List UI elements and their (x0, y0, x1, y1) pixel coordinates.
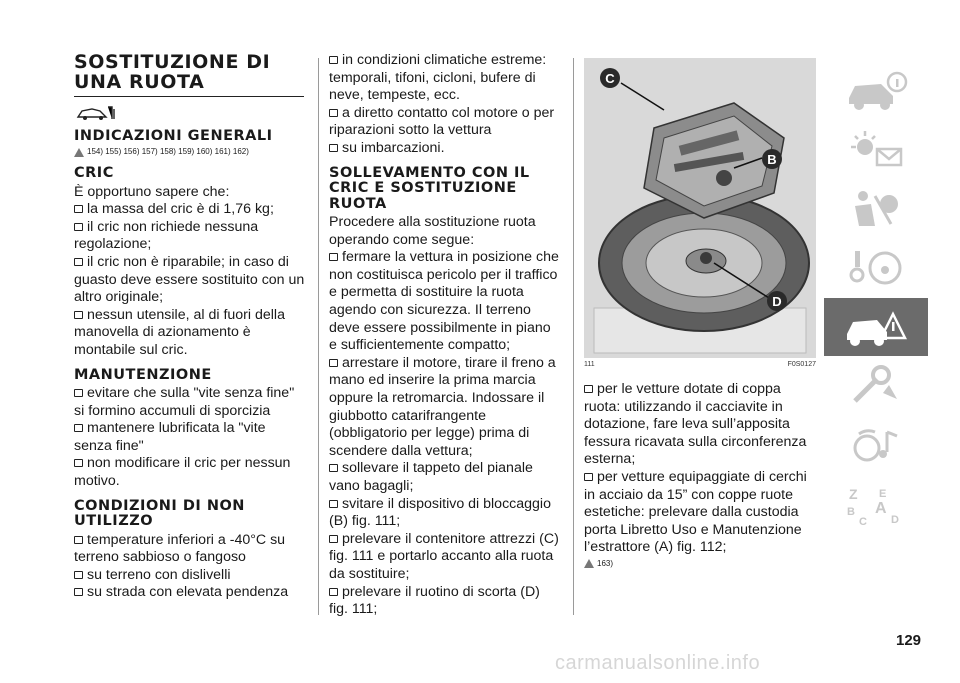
page-number: 129 (896, 632, 922, 649)
checkbox-bullet-icon (74, 205, 83, 213)
tab-multimedia[interactable] (824, 416, 928, 474)
checkbox-bullet-icon (74, 258, 83, 266)
list-item: mantenere lubrificata la "vite senza fine" (74, 420, 266, 454)
column-divider (573, 58, 574, 615)
car-info-icon (841, 68, 911, 114)
lights-messages-icon (841, 127, 911, 173)
checkbox-bullet-icon (584, 473, 593, 481)
multimedia-icon (841, 422, 911, 468)
heading-manutenzione: MANUTENZIONE (74, 366, 212, 383)
tab-maintenance[interactable] (824, 357, 928, 415)
heading-general: INDICAZIONI GENERALI (74, 127, 273, 144)
list-item: il cric non è riparabile; in caso di guasto deve essere sostituito con un altro originale; (74, 253, 305, 306)
figure-number: 111 (584, 361, 595, 368)
tab-lights-messages[interactable] (824, 121, 928, 179)
list-item: prelevare il contenitore attrezzi (C) fig. 111 e portarlo accanto alla ruota da sostituire; (329, 530, 559, 582)
checkbox-bullet-icon (329, 144, 338, 152)
warning-icon (584, 559, 594, 568)
warning-refs (74, 146, 306, 158)
tab-safety[interactable] (824, 180, 928, 238)
checkbox-bullet-icon (74, 459, 83, 467)
column-middle (329, 52, 561, 619)
list-item: nessun utensile, al di fuori della manovella di azionamento è montabile sul cric. (74, 306, 285, 358)
svg-text:B: B (847, 506, 855, 518)
warning-icon (74, 148, 84, 157)
checkbox-bullet-icon (329, 500, 338, 508)
checkbox-bullet-icon (329, 535, 338, 543)
heading-lift: SOLLEVAMENTO CON IL CRIC E SOSTITUZIONE RUOTA (329, 164, 530, 212)
title-rule (74, 96, 304, 97)
list-item: fermare la vettura in posizione che non costituisca pericolo per il traffico e permetta di sostituire la ruota agendo con sicurezza. Il terreno deve essere possibilmente in piano e sufficientemente compatto; (329, 249, 559, 354)
checkbox-bullet-icon (74, 588, 83, 596)
checkbox-bullet-icon (329, 253, 338, 261)
heading-cric: CRIC (74, 165, 114, 182)
tab-starting-driving[interactable] (824, 239, 928, 297)
checkbox-bullet-icon (329, 359, 338, 367)
checkbox-bullet-icon (74, 223, 83, 231)
checkbox-bullet-icon (74, 311, 83, 319)
key-steering-icon (841, 245, 911, 291)
maintenance-icon (841, 363, 911, 409)
checkbox-bullet-icon (584, 385, 593, 393)
svg-text:E: E (879, 488, 887, 500)
emergency-car-icon (841, 304, 911, 350)
warning-refs-text: 154) 155) 156) 157) 158) 159) 160) 161) 162) (87, 147, 249, 157)
list-item: a diretto contatto col motore o per riparazioni sotto la vettura (329, 104, 555, 139)
checkbox-bullet-icon (74, 424, 83, 432)
checkbox-bullet-icon (74, 389, 83, 397)
list-item: su terreno con dislivelli (74, 567, 306, 585)
checkbox-bullet-icon (74, 571, 83, 579)
checkbox-bullet-icon (329, 109, 338, 117)
column-left (74, 52, 306, 602)
list-item: prelevare il ruotino di scorta (D) fig. 111; (329, 583, 540, 618)
list-item: non modificare il cric per nessun motivo. (74, 455, 291, 489)
tab-car-info[interactable] (824, 62, 928, 120)
column-right (584, 381, 816, 574)
callout-c-label: C (605, 71, 615, 86)
svg-text:C: C (859, 516, 867, 527)
checkbox-bullet-icon (329, 588, 338, 596)
lift-intro: Procedere alla sostituzione ruota operando come segue: (329, 214, 536, 248)
chapter-sidebar (824, 62, 928, 534)
watermark: carmanualsonline.info (555, 652, 761, 674)
checkbox-bullet-icon (74, 536, 83, 544)
spare-wheel-figure (584, 58, 816, 358)
svg-text:A: A (875, 500, 887, 517)
list-item: temperature inferiori a -40°C su terreno sabbioso o fangoso (74, 531, 286, 566)
callout-d-label: D (772, 294, 782, 309)
list-item: per le vetture dotate di coppa ruota: utilizzando il cacciavite in dotazione, fare leva sull’apposita fessura ricavata sulla circonferenza esterna; (584, 381, 807, 468)
figure-code: F0S0127 (787, 361, 816, 368)
index-az-icon (841, 481, 911, 527)
callout-b-label: B (767, 152, 777, 167)
eco-car-icon (76, 103, 306, 127)
spare-wheel-illustration (584, 58, 816, 358)
list-item: su imbarcazioni. (329, 140, 561, 158)
svg-text:D: D (891, 514, 899, 526)
list-item: sollevare il tappeto del pianale vano bagagli; (329, 460, 533, 494)
list-item: evitare che sulla "vite senza fine" si formino accumuli di sporcizia (74, 385, 295, 419)
checkbox-bullet-icon (329, 56, 338, 64)
list-item: su strada con elevata pendenza (74, 584, 306, 602)
heading-non-use: CONDIZIONI DI NON UTILIZZO (74, 497, 245, 530)
list-item: in condizioni climatiche estreme: temporali, tifoni, cicloni, bufere di neve, tempeste, ecc. (329, 52, 547, 104)
section-title: SOSTITUZIONE DI UNA RUOTA (74, 51, 271, 93)
column-divider (318, 58, 319, 615)
list-item: per vetture equipaggiate di cerchi in acciaio da 15” con coppe ruote estetiche: prelevare dalla custodia porta Libretto Uso e Manutenzione l’estrattore (A) fig. 112; (584, 468, 807, 556)
list-item: la massa del cric è di 1,76 kg; (74, 201, 306, 219)
tab-emergency[interactable] (824, 298, 928, 356)
list-item: arrestare il motore, tirare il freno a mano ed inserire la prima marcia oppure la retromarcia. Indossare il giubbotto catarifrangente (obbligatorio per legge) prima di scendere dalla vettura; (329, 354, 556, 459)
cric-intro: È opportuno sapere che: (74, 183, 230, 200)
checkbox-bullet-icon (329, 464, 338, 472)
svg-text:Z: Z (849, 486, 858, 502)
figure-caption (584, 361, 816, 368)
tab-index[interactable] (824, 475, 928, 533)
safety-airbag-icon (841, 186, 911, 232)
warning-ref-163: 163) (584, 558, 816, 570)
list-item: svitare il dispositivo di bloccaggio (B) fig. 111; (329, 495, 551, 530)
list-item: il cric non richiede nessuna regolazione; (74, 218, 259, 253)
